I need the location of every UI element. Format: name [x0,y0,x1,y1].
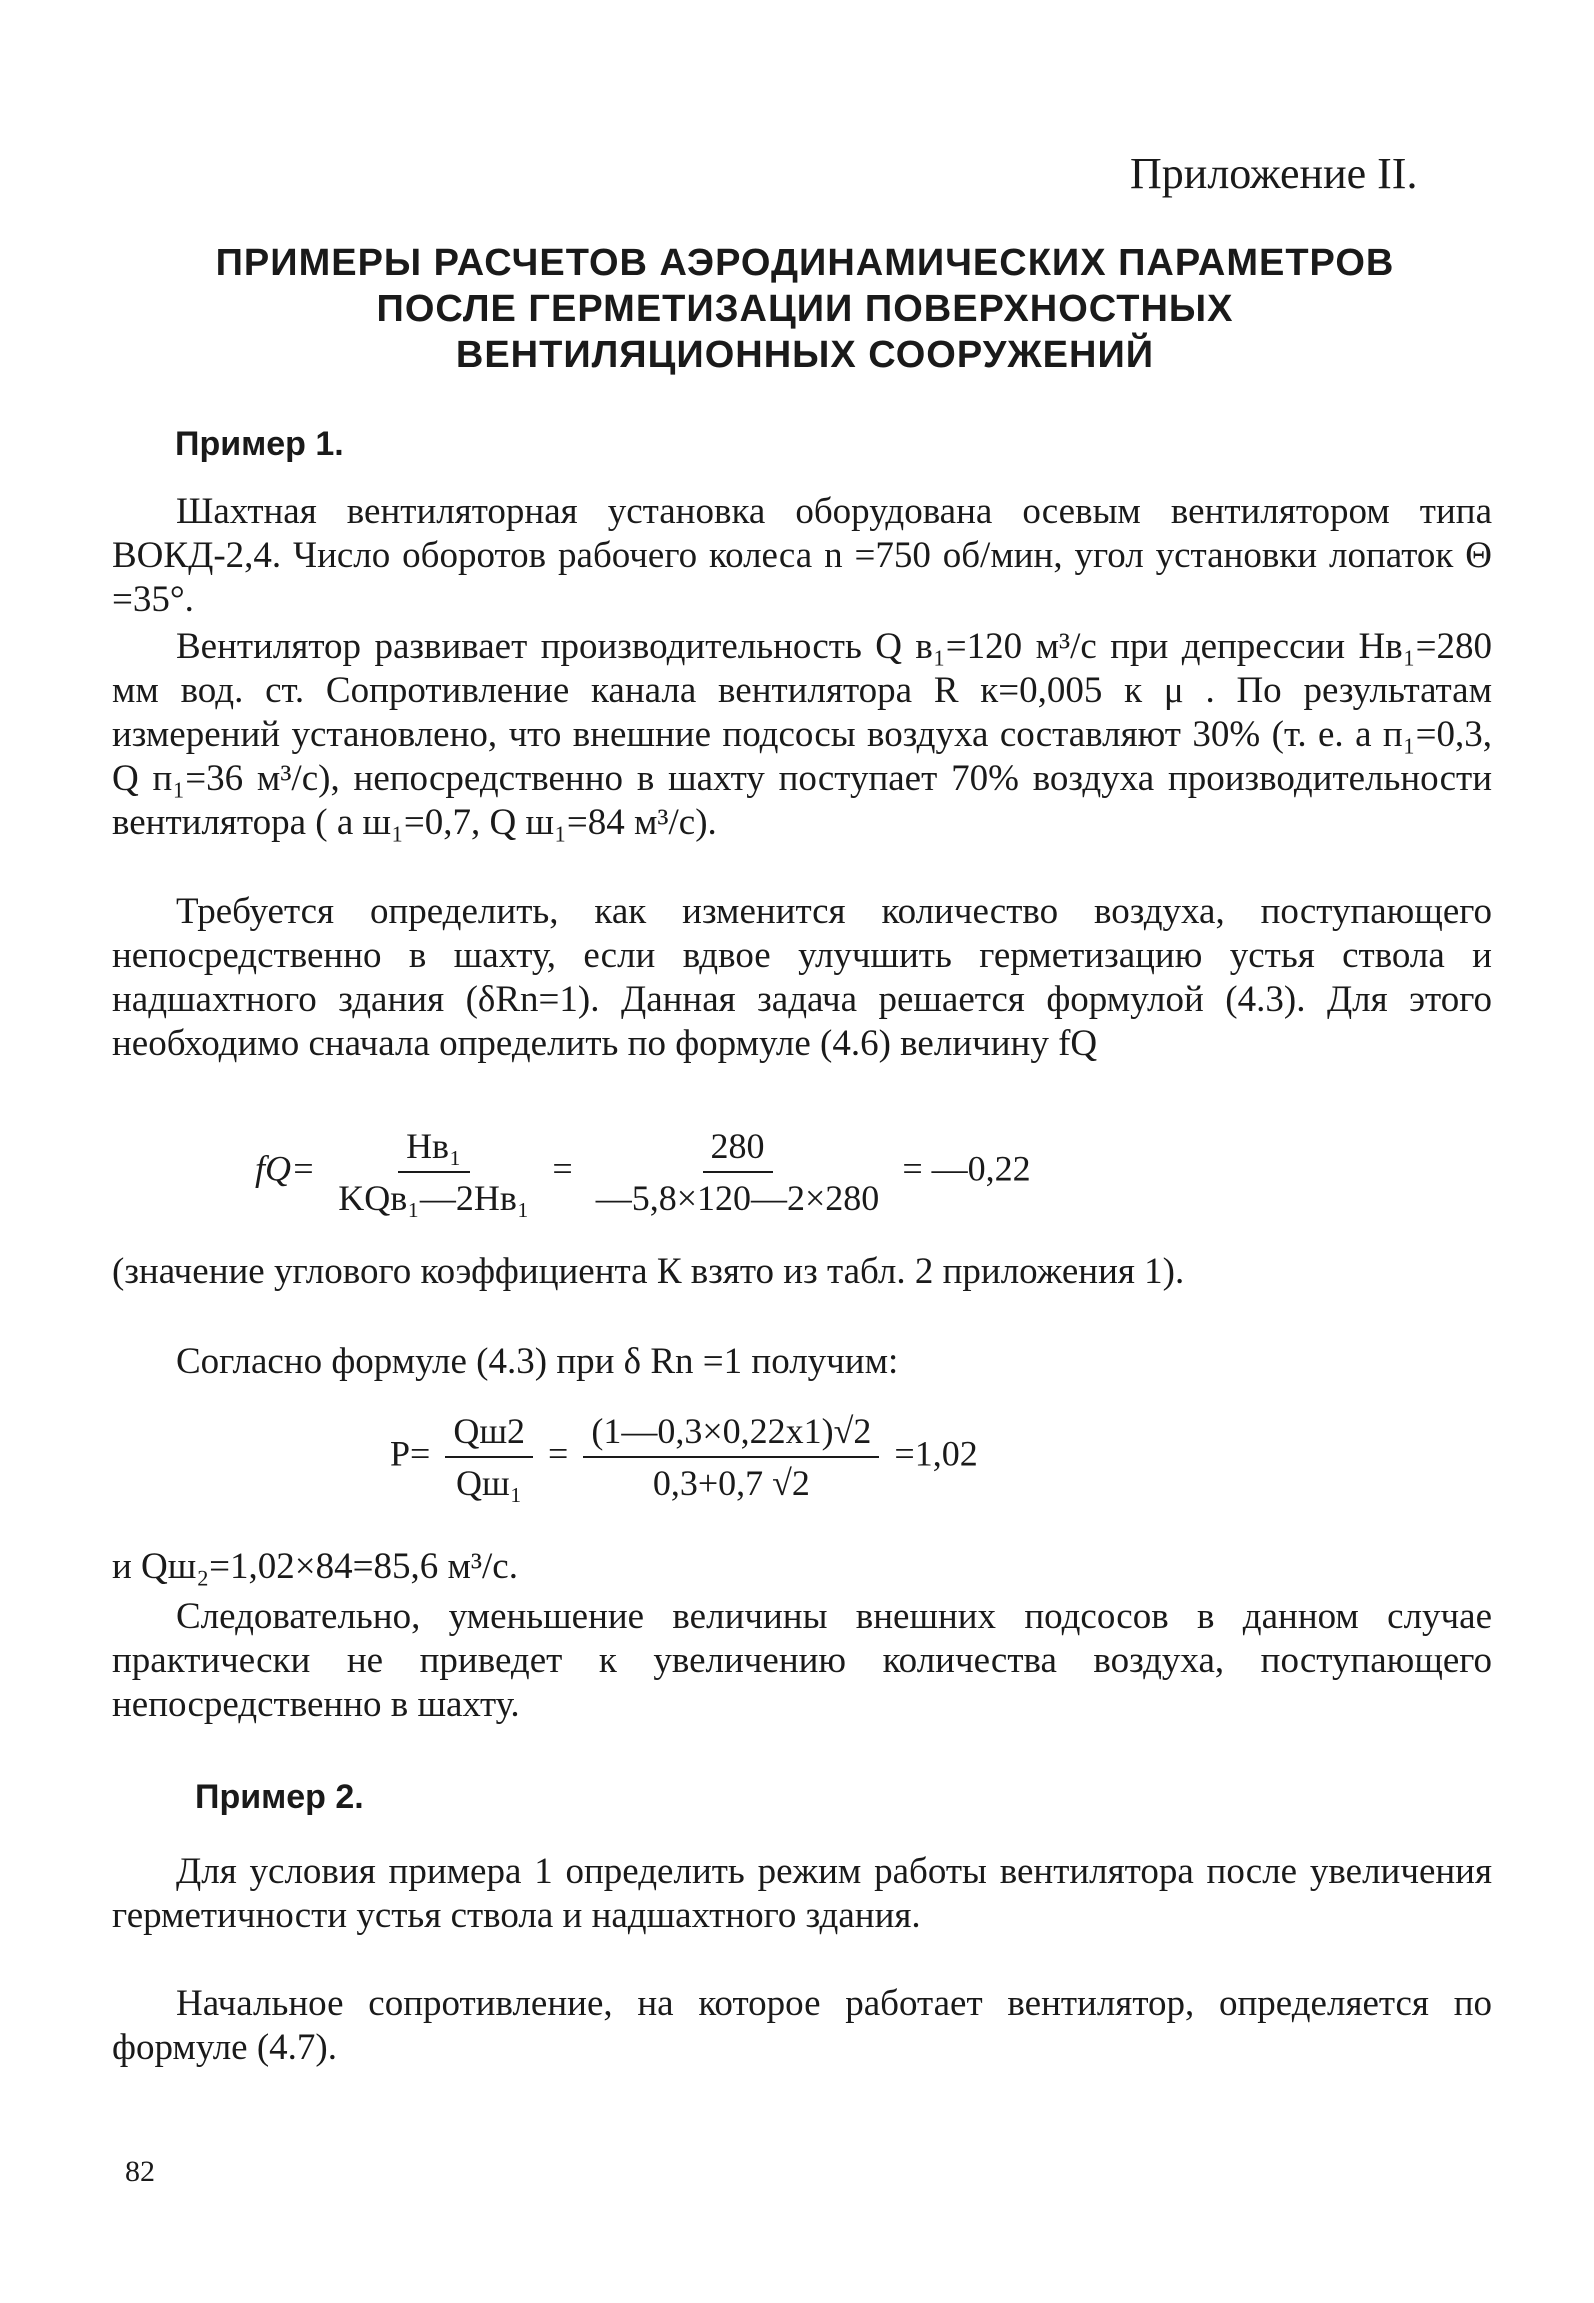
formula-p-fraction-1 [445,1410,533,1504]
formula-fq-denominator-2: —5,8×120—2×280 [595,1178,880,1218]
example-1-heading: Пример 1. [175,425,344,463]
formula-fq-denominator-1: KQв₁—2Нв₁ [338,1178,530,1218]
formula-fq-numerator-2: 280 [703,1125,773,1173]
page-title [150,240,1460,378]
formula-fq-equals: = [552,1148,573,1189]
formula-p-fraction-2 [583,1410,879,1504]
formula-p-denominator-1: Qш₁ [456,1463,523,1503]
example-1-paragraph-6: и Qш₂=1,02×84=85,6 м³/с. [112,1546,518,1587]
appendix-label: Приложение II. [1130,149,1418,198]
example-2-heading: Пример 2. [195,1778,364,1816]
formula-p-equals: = [548,1433,569,1474]
example-1-paragraph-1: Шахтная вентиляторная установка оборудована осевым вентилятором типа ВОКД-2,4. Число оборотов рабочего колеса n =750 об/мин, угол установки лопаток Θ =35°. [112,491,1492,620]
title-line-3: ВЕНТИЛЯЦИОННЫХ СООРУЖЕНИЙ [455,334,1155,376]
example-1-paragraph-7: Следовательно, уменьшение величины внешних подсосов в данном случае практически не приведет к увеличению количества воздуха, поступающего непосредственно в шахту. [112,1596,1492,1725]
formula-fq-result: = —0,22 [902,1148,1031,1189]
example-1-paragraph-3: Требуется определить, как изменится количество воздуха, поступающего непосредственно в шахту, если вдвое улучшить герметизацию устья ствола и надшахтного здания (δRn=1). Данная задача решается формулой (4.3). Для этого необходимо сначала определить по формуле (4.6) величину fQ [112,891,1492,1064]
formula-p-numerator-2: (1—0,3×0,22x1)√2 [583,1410,879,1458]
formula-fq-numerator-1: Нв₁ [398,1125,470,1173]
page-number: 82 [125,2155,155,2188]
title-line-1: ПРИМЕРЫ РАСЧЕТОВ АЭРОДИНАМИЧЕСКИХ ПАРАМЕТРОВ [215,242,1395,284]
example-2-paragraph-1: Для условия примера 1 определить режим работы вентилятора после увеличения герметичности устья ствола и надшахтного здания. [112,1851,1492,1936]
formula-p-numerator-1: Qш2 [445,1410,533,1458]
formula-fq-lhs: fQ= [255,1148,316,1189]
formula-fq-fraction-2 [588,1125,888,1219]
example-1-paragraph-4: (значение углового коэффициента К взято из табл. 2 приложения 1). [112,1251,1185,1292]
example-1-paragraph-2: Вентилятор развивает производительность Q в₁=120 м³/с при депрессии Нв₁=280 мм вод. ст. Сопротивление канала вентилятора R к=0,005 к μ . По результатам измерений установлено, что внешние подсосы воздуха составляют 30% (т. е. a п₁=0,3, Q п₁=36 м³/с), непосредственно в шахту поступает 70% воздуха производительности вентилятора ( a ш₁=0,7, Q ш₁=84 м³/с). [112,626,1492,843]
formula-p-lhs: P= [390,1433,431,1474]
formula-fq-fraction-1 [330,1125,537,1219]
example-1-paragraph-5: Согласно формуле (4.3) при δ Rn =1 получим: [176,1341,899,1382]
example-2-paragraph-2: Начальное сопротивление, на которое работает вентилятор, определяется по формуле (4.7). [112,1983,1492,2068]
formula-fq [255,1125,1031,1219]
title-line-2: ПОСЛЕ ГЕРМЕТИЗАЦИИ ПОВЕРХНОСТНЫХ [376,288,1234,330]
formula-p-denominator-2: 0,3+0,7 √2 [652,1463,810,1503]
formula-p [390,1410,978,1504]
formula-p-result: =1,02 [894,1433,978,1474]
